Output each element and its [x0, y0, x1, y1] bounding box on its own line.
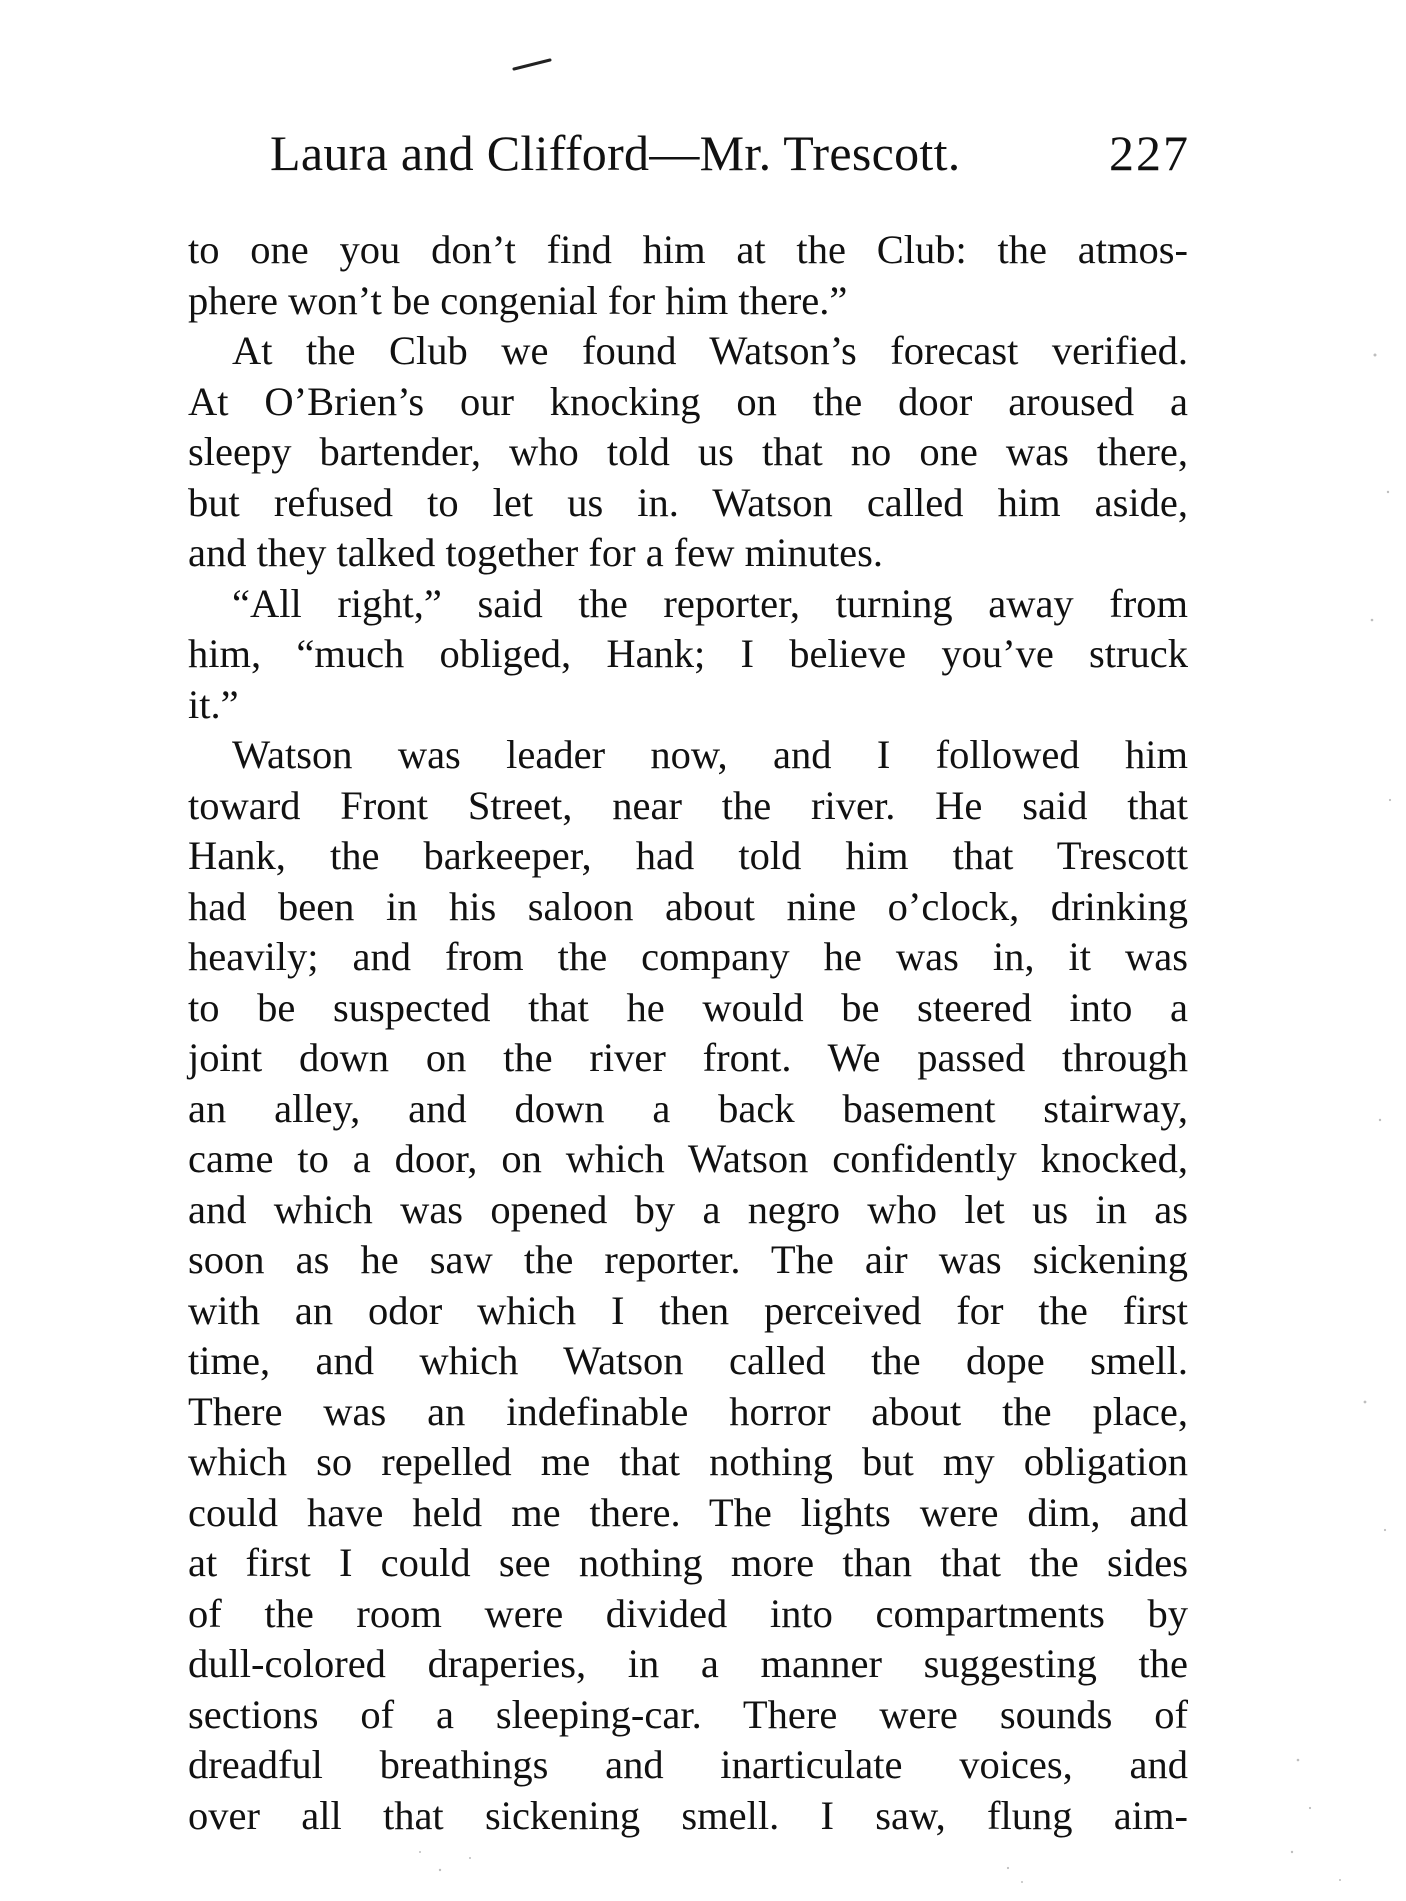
text-line: came to a door, on which Watson confidently knocked, [188, 1136, 1188, 1181]
text-line: and which was opened by a negro who let us in as [188, 1186, 1188, 1232]
text-line: time, and which Watson called the dope smell. [188, 1338, 1188, 1383]
text-line: at first I could see nothing more than that the sides [188, 1540, 1188, 1585]
scan-mark [512, 58, 552, 72]
text-line: of the room were divided into compartments by [188, 1590, 1188, 1636]
text-line: it.” [188, 681, 239, 727]
text-line: which so repelled me that nothing but my obligation [188, 1439, 1188, 1484]
text-line: but refused to let us in. Watson called him aside, [188, 479, 1188, 525]
text-line: sections of a sleeping-car. There were sounds of [188, 1691, 1188, 1737]
text-line: an alley, and down a back basement stairway, [188, 1085, 1188, 1131]
text-line: had been in his saloon about nine o’clock, drinking [188, 883, 1188, 929]
text-line: joint down on the river front. We passed through [188, 1035, 1188, 1080]
text-line: At O’Brien’s our knocking on the door aroused a [188, 378, 1188, 424]
text-line: with an odor which I then perceived for the first [188, 1287, 1188, 1333]
text-line: toward Front Street, near the river. He said that [188, 782, 1188, 828]
text-line: him, “much obliged, Hank; I believe you’ve struck [188, 631, 1188, 676]
body-text [188, 225, 1188, 1841]
page-number: 227 [1109, 125, 1190, 181]
page-header [270, 118, 1190, 188]
text-line: could have held me there. The lights were dim, and [188, 1489, 1188, 1535]
running-title: Laura and Clifford—Mr. Trescott. [270, 125, 961, 181]
text-line: dull-colored draperies, in a manner suggesting the [188, 1641, 1188, 1686]
text-line: to be suspected that he would be steered into a [188, 984, 1188, 1030]
text-line: Watson was leader now, and I followed him [232, 732, 1188, 777]
text-line: heavily; and from the company he was in, it was [188, 934, 1188, 979]
text-line: phere won’t be congenial for him there.” [188, 277, 848, 323]
text-line: dreadful breathings and inarticulate voices, and [188, 1742, 1188, 1787]
text-line: over all that sickening smell. I saw, flung aim- [188, 1792, 1188, 1838]
text-line: sleepy bartender, who told us that no one was there, [188, 429, 1188, 474]
text-line: At the Club we found Watson’s forecast verified. [232, 328, 1188, 373]
text-line: “All right,” said the reporter, turning away from [232, 580, 1188, 626]
text-line: There was an indefinable horror about the place, [188, 1388, 1188, 1434]
text-line: soon as he saw the reporter. The air was sickening [188, 1237, 1188, 1282]
text-line: to one you don’t find him at the Club: the atmos- [188, 227, 1188, 272]
text-line: Hank, the barkeeper, had told him that Trescott [188, 833, 1188, 878]
text-line: and they talked together for a few minutes. [188, 530, 884, 575]
